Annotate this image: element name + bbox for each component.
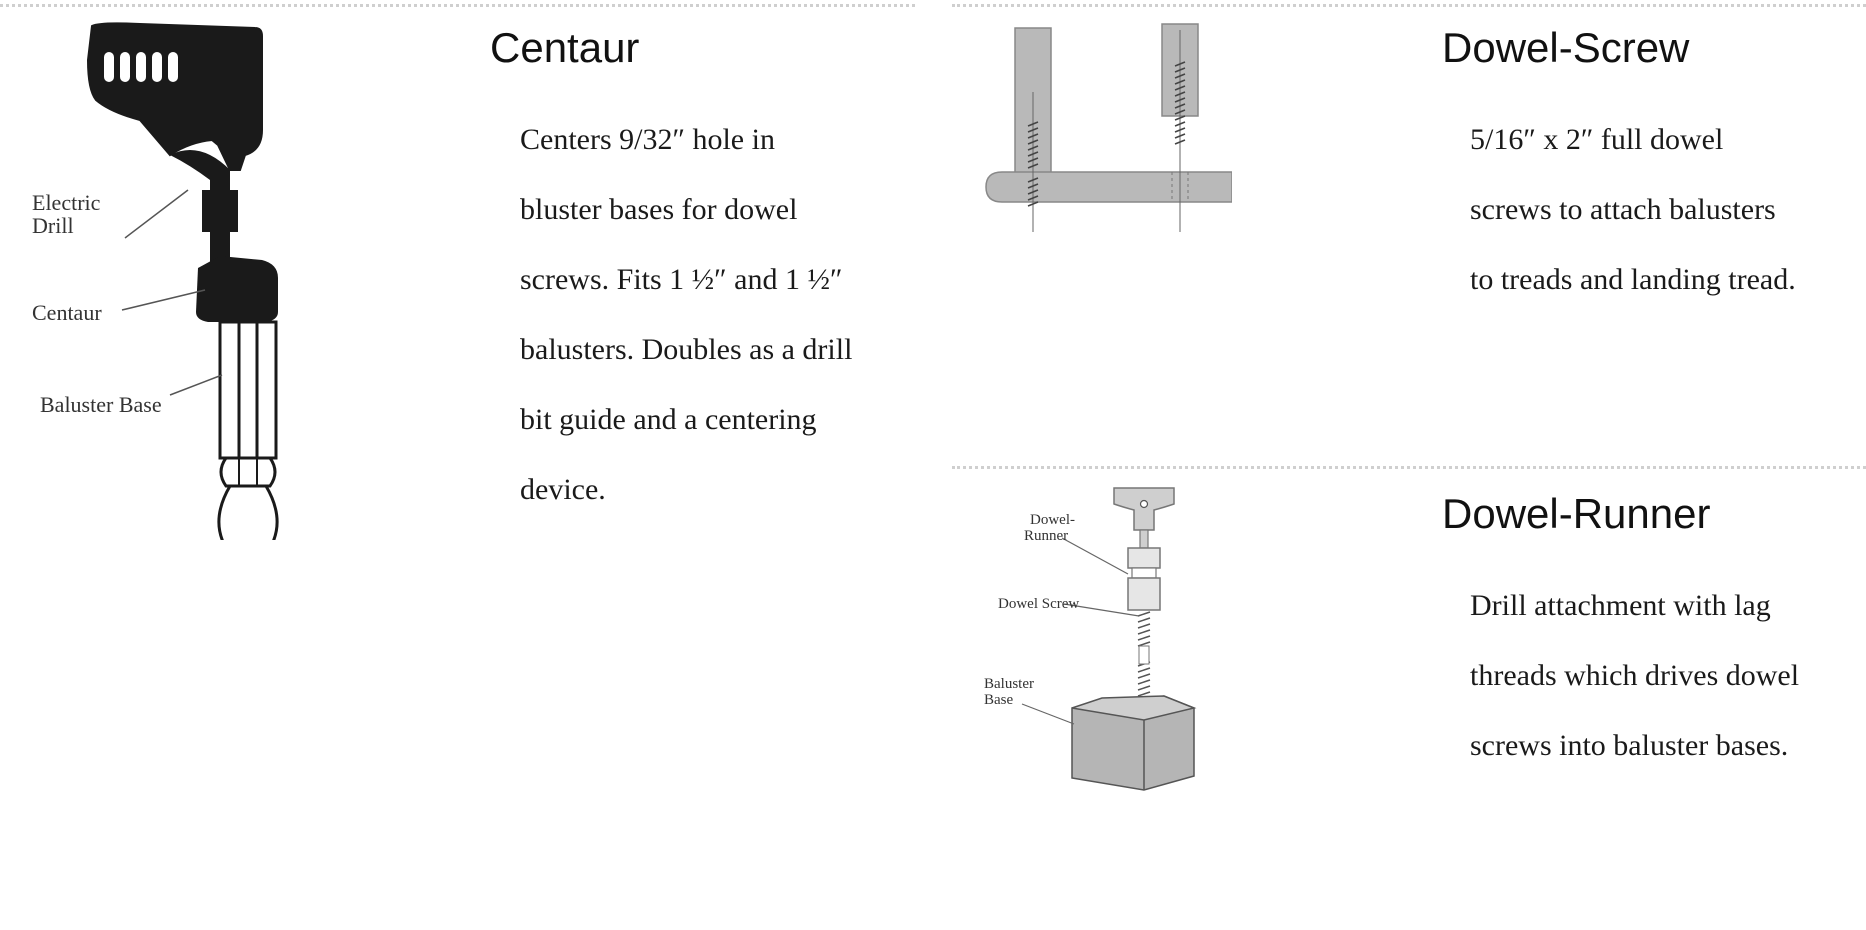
label-baluster-base: Baluster Base [40,392,162,417]
product-description: Centers 9/32″ hole in bluster bases for dowel screws. Fits 1 ½″ and 1 ½″ balusters. Doubles as a drill bit guide and a centering device. [520,123,853,506]
label-centaur: Centaur [32,300,102,325]
product-description: Drill attachment with lag threads which drives dowel screws into baluster bases. [1470,589,1800,762]
product-description: 5/16″ x 2″ full dowel screws to attach balusters to treads and landing tread. [1470,123,1796,296]
label-dowel-runner: Dowel- [1030,512,1075,528]
label-dowel-runner-2: Runner [1024,528,1069,544]
product-title: Centaur [490,24,640,71]
label-dowel-screw: Dowel Screw [998,596,1080,612]
label-baluster-base: Baluster [984,676,1034,692]
label-baluster-base-2: Base [984,692,1014,708]
centaur-illustration [30,20,330,540]
dowel-runner-illustration [982,486,1242,806]
product-card-dowel-runner [952,466,1866,930]
product-title: Dowel-Runner [1442,490,1711,537]
label-electric-drill: Electric [32,190,101,215]
product-card-dowel-screw [952,0,1866,466]
product-title: Dowel-Screw [1442,24,1690,71]
product-card-centaur [0,0,915,930]
label-electric-drill-2: Drill [32,213,74,238]
dowel-screw-illustration [982,22,1232,252]
